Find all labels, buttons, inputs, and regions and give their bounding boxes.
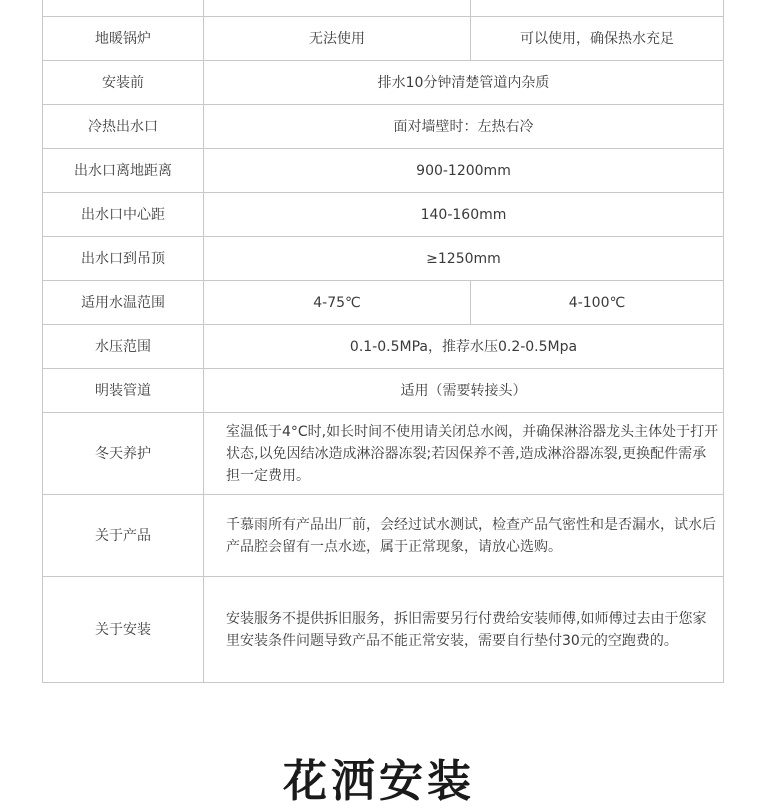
table-row bbox=[43, 369, 724, 413]
row-label bbox=[43, 0, 204, 17]
row-label: 冬天养护 bbox=[43, 413, 204, 495]
row-value: 排水10分钟清楚管道内杂质 bbox=[204, 61, 724, 105]
table-row bbox=[43, 17, 724, 61]
row-value: ≥1250mm bbox=[204, 237, 724, 281]
row-value-1 bbox=[204, 0, 471, 17]
table-row bbox=[43, 577, 724, 683]
spec-table bbox=[42, 0, 724, 683]
table-row bbox=[43, 413, 724, 495]
section-title: 花洒安装 bbox=[283, 756, 475, 807]
row-label: 安装前 bbox=[43, 61, 204, 105]
row-label: 明装管道 bbox=[43, 369, 204, 413]
row-value-2 bbox=[471, 0, 724, 17]
row-value: 面对墙壁时：左热右冷 bbox=[204, 105, 724, 149]
table-row bbox=[43, 325, 724, 369]
row-value: 0.1-0.5MPa，推荐水压0.2-0.5Mpa bbox=[204, 325, 724, 369]
row-value: 适用（需要转接头） bbox=[204, 369, 724, 413]
row-label: 冷热出水口 bbox=[43, 105, 204, 149]
row-value: 安装服务不提供拆旧服务，拆旧需要另行付费给安装师傅,如师傅过去由于您家里安装条件问题导致产品不能正常安装，需要自行垫付30元的空跑费的。 bbox=[204, 577, 724, 683]
table-row bbox=[43, 0, 724, 17]
row-label: 适用水温范围 bbox=[43, 281, 204, 325]
row-label: 关于产品 bbox=[43, 495, 204, 577]
row-label: 出水口中心距 bbox=[43, 193, 204, 237]
row-value: 900-1200mm bbox=[204, 149, 724, 193]
row-value-1: 4-75℃ bbox=[204, 281, 471, 325]
table-row bbox=[43, 237, 724, 281]
row-value-2: 4-100℃ bbox=[471, 281, 724, 325]
row-label: 水压范围 bbox=[43, 325, 204, 369]
row-label: 关于安装 bbox=[43, 577, 204, 683]
table-row bbox=[43, 61, 724, 105]
table-row bbox=[43, 193, 724, 237]
row-label: 出水口离地距离 bbox=[43, 149, 204, 193]
row-value: 千慕雨所有产品出厂前，会经过试水测试，检查产品气密性和是否漏水，试水后产品腔会留有一点水迹，属于正常现象，请放心选购。 bbox=[204, 495, 724, 577]
row-value: 室温低于4°C时,如长时间不使用请关闭总水阀，并确保淋浴器龙头主体处于打开状态,以免因结冰造成淋浴器冻裂;若因保养不善,造成淋浴器冻裂,更换配件需承担一定费用。 bbox=[204, 413, 724, 495]
row-value-1: 无法使用 bbox=[204, 17, 471, 61]
table-row bbox=[43, 105, 724, 149]
row-value: 140-160mm bbox=[204, 193, 724, 237]
table-row bbox=[43, 495, 724, 577]
row-label: 出水口到吊顶 bbox=[43, 237, 204, 281]
row-value-2: 可以使用，确保热水充足 bbox=[471, 17, 724, 61]
table-row bbox=[43, 149, 724, 193]
table-row bbox=[43, 281, 724, 325]
row-label: 地暖锅炉 bbox=[43, 17, 204, 61]
